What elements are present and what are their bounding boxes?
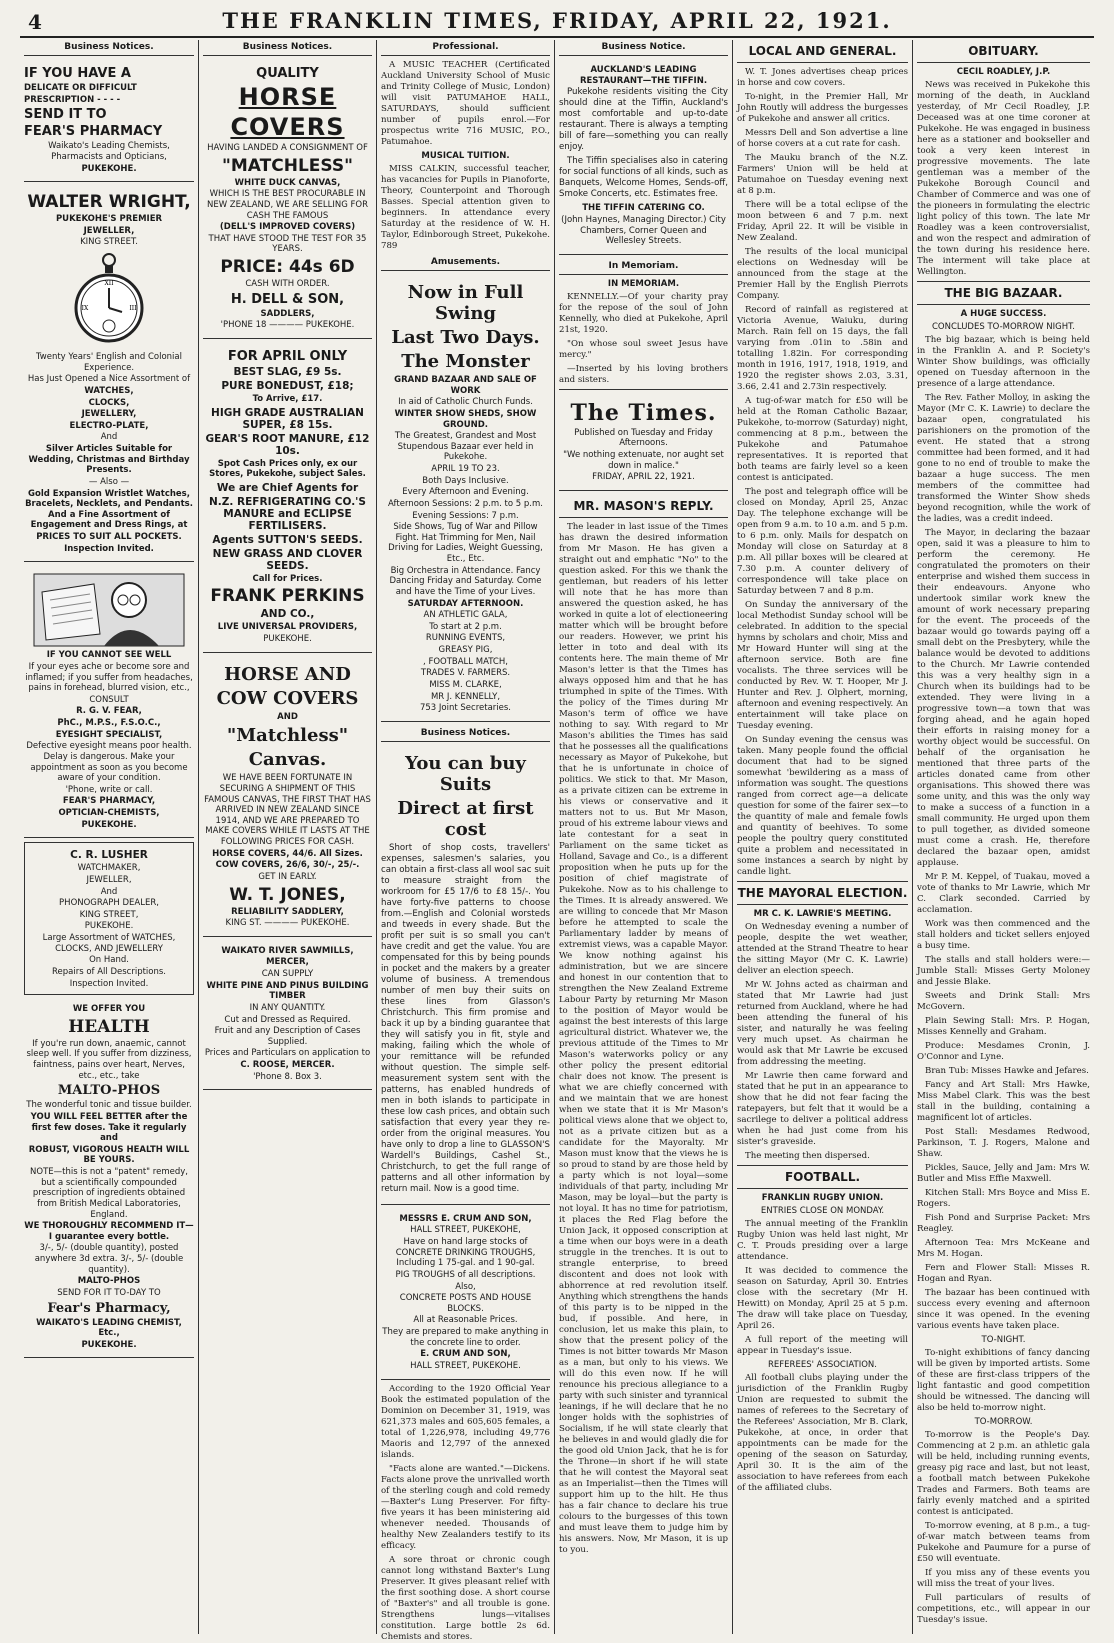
ad-line: JEWELLER, xyxy=(86,874,132,885)
ad-line: HAVING LANDED A CONSIGNMENT OF xyxy=(207,143,368,153)
ad-line: The wonderful tonic and tissue builder. xyxy=(26,1100,192,1111)
ad-line: GREASY PIG, xyxy=(438,645,493,655)
section-heading: MR C. K. LAWRIE'S MEETING. xyxy=(753,909,892,919)
section-heading: A HUGE SUCCESS. xyxy=(960,309,1047,319)
ad-line: To Arrive, £17. xyxy=(252,393,323,404)
section-heading: MUSICAL TUITION. xyxy=(421,151,510,161)
article-paragraph: The meeting then dispersed. xyxy=(745,1151,870,1161)
article-paragraph: To-morrow is the People's Day. Commencing at 2 p.m. an athletic gala will be held, including running events, greasy pig race and last, but not least, a football match between Pukekohe Trades and Farmers. Both teams are fairly evenly matched and a spirited contest is anticipated. xyxy=(917,1430,1090,1517)
ad-line: H. DELL & SON, xyxy=(230,291,345,307)
svg-text:III: III xyxy=(129,305,137,312)
ad-line: NOTE—this is not a "patent" remedy, but a scientifically compounded prescription of ingredients obtained from British Medical Laboratories, England. xyxy=(30,1167,188,1220)
article-paragraph: Kitchen Stall: Mrs Boyce and Miss E. Rogers. xyxy=(917,1188,1090,1209)
article-paragraph: The bazaar has been continued with success every evening and afternoon since it was opened. In the evening various events have taken place. xyxy=(917,1288,1090,1331)
ad-line: 'Phone 8. Box 3. xyxy=(253,1071,322,1082)
ad-line: PUKEKOHE. xyxy=(81,819,137,830)
ad-line: Agents SUTTON'S SEEDS. xyxy=(212,533,363,546)
ad-line: If your eyes ache or become sore and inflamed; if you suffer from headaches, pains in forehead, blurred vision, etc., xyxy=(25,661,193,694)
ad-line: C. R. LUSHER xyxy=(70,849,148,862)
article-paragraph: Mr Lawrie then came forward and stated that he put in an appearance to show that he did not fear facing the ratepayers, but felt that it would be a sacrilege to deliver a political address when he had just come from his sister's graveside. xyxy=(737,1071,908,1147)
article-paragraph: To-night exhibitions of fancy dancing will be given by imported artists. Some of these are first-class trippers of the light fantastic and good competition should be witnessed. The dancing will also be held to-morrow night. xyxy=(917,1348,1090,1413)
ad-line: PUKEKOHE. xyxy=(263,634,312,644)
ad-line: — Also — xyxy=(88,476,130,487)
ad-line: JEWELLER, xyxy=(83,225,135,236)
music-teacher-ad: A MUSIC TEACHER (Certificated Auckland University School of Music and Trinity College of Music, London) will visit PATUMAHOE HALL, SATURDAYS, should sufficient number of pupils enrol.—For prospectus write 716 MUSIC, P.O., Patumahoe. xyxy=(381,60,550,147)
article-paragraph: All football clubs playing under the jurisdiction of the Franklin Rugby Union are requested to submit the names of referees to the Secretary of the Referees' Association, Mr B. Clark, Pukekohe, at once, in order that appointments can be made for the opening of the season on Saturday, April 30. It is the aim of the association to have referees from each of the affiliated clubs. xyxy=(737,1373,908,1493)
ad-body: Short of shop costs, travellers' expenses, salesmen's salaries, you can obtain a first-class all wool sac suit to measure straight from the workroom for £5 17/6 to £8 15/-. You have forty-five patterns to choose from.—English and Colonial worsteds and tweeds in every shade. But the profit per suit is so small you can't have credit and get the value. You are compensated for this by being pounds in pocket and the makers by a greater volume of business. A tremendous number of men buy their suits on these lines from Glasson's Christchurch. This firm promise and back it up by a binding guarantee that they will satisfy you in fit, style and making, failing which the whole of your remittance will be refunded without question. The simple self-measurement system sent with the patterns, has enabled hundreds of men in both islands to participate in these low cash prices, and obtain such satisfaction that every year they re-order from the original measures. You have only to drop a line to GLASSON'S Wardell's Buildings, Cashel St., Christchurch, to get the full range of patterns and all other information by return mail. Now is a good time. xyxy=(381,842,550,1194)
article-paragraph: Produce: Mesdames Cronin, J. O'Connor and Lyne. xyxy=(917,1041,1090,1062)
musical-tuition-ad: MISS CALKIN, successful teacher, has vacancies for Pupils in Pianoforte, Theory, Counterpoint and Thorough Basses. Special attention given to beginners. In attendance every Saturday at the residence of W. H. Taylor, Edinborough Street, Pukekohe. 789 xyxy=(381,164,550,251)
ad-line: FRANK PERKINS xyxy=(210,586,365,607)
ad-line: Spot Cash Prices only, ex our Stores, Pukekohe, subject Sales. xyxy=(209,458,366,480)
ad-line: SEND FOR IT TO-DAY TO xyxy=(57,1287,161,1298)
ad-line: "Matchless" xyxy=(226,725,349,747)
pocket-watch-icon xyxy=(74,252,144,348)
crum-concrete-ad xyxy=(381,1209,550,1380)
ad-line: WAIKATO'S LEADING CHEMIST, Etc., xyxy=(36,1317,182,1339)
ad-line: HORSE xyxy=(238,83,337,111)
article-paragraph: The big bazaar, which is being held in the Franklin A. and P. Society's Winter Show buildings, was officially opened on Tuesday afternoon in the presence of a large attendance. xyxy=(917,335,1090,389)
ad-line: EYESIGHT SPECIALIST, xyxy=(55,729,163,740)
roose-sawmills-ad xyxy=(203,941,372,1091)
svg-text:IX: IX xyxy=(81,305,89,312)
ad-line: PRICE: 44s 6D xyxy=(220,257,355,277)
eyesight-specialist-ad xyxy=(24,566,194,838)
article-paragraph: Sweets and Drink Stall: Mrs McGovern. xyxy=(917,991,1090,1012)
ad-line: SADDLERS, xyxy=(260,308,315,319)
ad-line: Now in Full Swing xyxy=(407,282,524,324)
article-paragraph: Afternoon Tea: Mrs McKeane and Mrs M. Hogan. xyxy=(917,1238,1090,1259)
ad-line: AUCKLAND'S LEADING RESTAURANT—THE TIFFIN. xyxy=(579,65,708,86)
ad-line: NEW GRASS AND CLOVER SEEDS. xyxy=(212,547,363,572)
article-paragraph: Post Stall: Mesdames Redwood, Parkinson, T. J. Rogers, Malone and Shaw. xyxy=(917,1127,1090,1159)
ad-line: Side Shows, Tug of War and Pillow Fight. Hat Trimming for Men, Nail Driving for Ladies, Weight Guessing, Etc., Etc. xyxy=(388,522,543,564)
column-heading: Business Notices. xyxy=(381,726,550,742)
ad-line: Big Orchestra in Attendance. Fancy Dancing Friday and Saturday. Come and have the Time of your Lives. xyxy=(389,565,542,597)
ad-line: OPTICIAN-CHEMISTS, xyxy=(58,808,160,818)
ad-body: The Tiffin specialises also in catering for social functions of all kinds, such as Banquets, Welcome Homes, Sends-off, Smoke Concerts, etc. Estimates free. xyxy=(559,156,728,200)
ad-line: PIG TROUGHS of all descriptions. xyxy=(395,1269,536,1280)
ad-line: COVERS xyxy=(230,113,345,141)
ad-line: WATCHES, xyxy=(84,385,134,396)
article-headline: MR. MASON'S REPLY. xyxy=(559,495,728,518)
ad-line: GEAR'S ROOT MANURE, £12 10s. xyxy=(205,432,370,457)
article-paragraph: Pickles, Sauce, Jelly and Jam: Mrs W. Butler and Miss Effie Maxwell. xyxy=(917,1163,1090,1184)
tiffin-restaurant-ad xyxy=(559,60,728,255)
w-t-jones-ad xyxy=(203,657,372,937)
article-paragraph: On Wednesday evening a number of people, despite the wet weather, attended at the Strand Theatre to hear the sitting Mayor (Mr C. K. Lawrie) deliver an election speech. xyxy=(737,922,908,976)
article-headline: THE MAYORAL ELECTION. xyxy=(737,881,908,905)
ad-line: YOU WILL FEEL BETTER after the first few doses. Take it regularly and xyxy=(30,1111,188,1144)
ad-line: Gold Expansion Wristlet Watches, Bracelets, Necklets, and Pendants. And a Fine Assortment of Engagement and Dress Rings, at xyxy=(25,488,193,531)
malto-phos-ad xyxy=(24,999,194,1358)
section-heading: IN MEMORIAM. xyxy=(607,278,680,289)
section-heading: ENTRIES CLOSE ON MONDAY. xyxy=(760,1206,885,1216)
article-paragraph: There will be a total eclipse of the moon between 6 and 7 p.m. next Friday, April 22. It will be visible in New Zealand. xyxy=(737,200,908,243)
column-2 xyxy=(198,40,376,1634)
ad-line: Published on Tuesday and Friday Afternoons. xyxy=(574,427,713,449)
ad-line: On Hand. xyxy=(89,955,129,966)
ad-line: PURE BONEDUST, £18; xyxy=(221,379,354,392)
ad-line: CASH WITH ORDER. xyxy=(245,279,330,289)
ad-line: KING ST. ———— PUKEKOHE. xyxy=(225,918,350,929)
ad-line: KING STREET. xyxy=(80,237,138,248)
article-paragraph: On Sunday evening the census was taken. Many people found the official document that had to be signed somewhat 'bewildering as a mass of information was sought. The questions ranged from correct age—a delicate question for some of the fairer sex—to the quantity of male and female fowls and quantity of beehives. To some people the poultry query constituted quite a problem and necessitated in some instances a search by night by candle light. xyxy=(737,735,908,877)
ad-line: (John Haynes, Managing Director.) City Chambers, Corner Queen and Wellesley Streets. xyxy=(561,214,726,247)
walter-wright-ad xyxy=(24,186,194,562)
article-paragraph: The stalls and stall holders were:—Jumble Stall: Misses Gerty Moloney and Jessie Blake. xyxy=(917,955,1090,987)
ad-line: WAIKATO RIVER SAWMILLS, xyxy=(221,945,354,956)
section-heading: TO-MORROW. xyxy=(974,1417,1033,1427)
article-paragraph: Record of rainfall as registered at Victoria Avenue, Waiuku, during March. Rain fell on 15 days, the fall varying from .01in to .58in and totalling 1.82in. For corresponding month in 1916, 1917, 1918, 1919, and 1920 the register shows 2.03, 3.31, 3.66, 2.41 and 2.73in respectively. xyxy=(737,305,908,392)
ad-line: CAN SUPPLY xyxy=(261,969,314,979)
ad-line: TRADES V. FARMERS. xyxy=(420,668,511,679)
ad-line: COW COVERS, 26/6, 30/-, 25/-. xyxy=(215,860,360,871)
ad-line: WE OFFER YOU xyxy=(72,1004,146,1015)
year-book-paragraph: According to the 1920 Official Year Book the estimated population of the Dominion on December 31, 1919, was 621,373 males and 605,605 females, a total of 1,226,978, including 49,776 Maoris and 12,797 of the annexed islands. xyxy=(381,1383,550,1460)
ad-line: W. T. JONES, xyxy=(229,884,346,905)
frank-perkins-ad xyxy=(203,343,372,653)
memoriam-notice: KENNELLY.—Of your charity pray for the repose of the soul of John Kennelly, who died at Pukekohe, April 21st, 1920. xyxy=(559,291,728,335)
ad-line: E. CRUM AND SON, xyxy=(420,1349,511,1360)
article-paragraph: The leader in last issue of the Times has drawn the desired information from Mr Mason. He has given a straight out and emphatic "No" to the question asked. For this we thank the gentleman, but readers of his letter will note that he has more than answered the question asked, he has worked in quite a lot of electioneering matter which will be brought before our readers. However, we print his letter in toto and deal with its contents here. The main theme of Mr Mason's letter is that the Times has always opposed him and that he has triumphed in spite of the Times. With the policy of the Times during Mr Mason's term of office we have nothing to say. With regard to Mr Mason's abilities the Times has said that he possesses all the qualifications necessary as Mayor of Pukekohe, but that he is unfortunate in choice of politics. We stick to that. Mr Mason, as a private citizen can be extreme in his views or conservative and it matters not to us. But Mr Mason, proud of his extreme labour views and late contestant for a seat in Parliament on the same ticket as Holland, Savage and Co., is a different proposition when he puts up for the position of chief magistrate of Pukekohe. Now as to his challenge to the Times. It is already answered. We are willing to concede that Mr Mason before he attempted to scale the Parliamentary ladder by means of extremist views, was a capable Mayor. We know nothing against his administration, but we are sincere and honest in our contention that to strengthen the New Zealand Extreme Labour Party by returning Mr Mason to the position of Mayor would be against the best interests of this large agricultural district. Whatever we, the previous attitude of the Times to Mr Mason's waterworks policy or any other policy the present editorial chair does not know. The present is what we are chiefly concerned with and we maintain that we are honest when we state that it is Mr Mason's political views alone that we object to, not as a private citizen but as a candidate for the Mayoralty. Mr Mason must know that the views he is so proud to stand by are those held by a party which is not loyal—some individuals of that party, including Mr Mason, may be loyal—but the party is not loyal. It has no time for patriotism, it places the Red Flag before the Union Jack, it opposed conscription at a time when our boys were in a death struggle in the trenches. It is out to strangle enterprise, to breed discontent and does not look with abhorrence at red revolution itself. Anything which strengthens the hands of this party is to be nipped in the bud, if possible. And here, in conclusion, let us make this plain, to show that the present policy of the Times is not bitter towards Mr Mason as a man, but only to his views. We will do this even now. If he will renounce his precious allegiance to a party with such sinister and tyrannical leanings, if he will declare that he no longer holds with the sophistries of Socialism, if he will state clearly that he believes in and would gladly die for the good old Union Jack, that he is for the Throne—in short if he will state that he will contest the Mayoral seat as an Imperialist—then the Times will support him up to the hilt. He thus has a fair chance to declare his true colours to the burgesses of this town and must leave them to judge him by his answers. Now, Mr Mason, it is up to you. xyxy=(559,521,728,1555)
masthead xyxy=(20,6,1094,38)
ad-line: WHITE DUCK CANVAS, xyxy=(234,177,341,188)
section-heading: CECIL ROADLEY, J.P. xyxy=(956,67,1051,77)
article-paragraph: The Mauku branch of the N.Z. Farmers' Union will be held at Patumahoe on Tuesday evening next at 8 p.m. xyxy=(737,153,908,196)
ad-line: AND xyxy=(277,711,298,722)
column-heading: Professional. xyxy=(381,40,550,56)
ad-line: LIVE UNIVERSAL PROVIDERS, xyxy=(217,622,358,633)
ad-line: BEST SLAG, £9 5s. xyxy=(233,365,342,378)
ad-line: And xyxy=(100,886,118,897)
ad-line: Has Just Opened a Nice Assortment of xyxy=(27,374,191,385)
ad-line: SATURDAY AFTERNOON. xyxy=(407,598,524,609)
article-paragraph: A full report of the meeting will appear in Tuesday's issue. xyxy=(737,1335,908,1356)
ad-line: FEAR'S PHARMACY, xyxy=(62,796,156,807)
ad-line: IF YOU CANNOT SEE WELL xyxy=(46,650,172,661)
ad-line: And xyxy=(100,432,118,443)
ad-line: AND CO., xyxy=(260,608,315,621)
article-paragraph: Plain Sewing Stall: Mrs. P. Hogan, Misses Kennelly and Graham. xyxy=(917,1016,1090,1037)
ad-line: HORSE AND xyxy=(224,663,351,685)
ad-line: WALTER WRIGHT, xyxy=(27,192,191,213)
grand-bazaar-ad xyxy=(381,275,550,722)
column-4 xyxy=(554,40,732,1634)
ad-line: FEAR'S PHARMACY xyxy=(24,124,163,140)
article-paragraph: News was received in Pukekohe this morning of the death, in Auckland yesterday, of Mr Cecil Roadley, J.P. Deceased was at one time coroner at Pukekohe. He was engaged in business here as a stationer and bookseller and took a very keen interest in progressive movements. The late gentleman was a member of the Pukekohe Borough Council and Chamber of Commerce and was one of the pioneers in formulating the electric light policy of this town. The late Mr Roadley was a keen controversialist, and won the respect and admiration of the town during his residence here. The interment will take place at Wellington. xyxy=(917,80,1090,277)
ad-line: 'PHONE 18 ———— PUKEKOHE. xyxy=(220,320,355,331)
ad-line: Fear's Pharmacy, xyxy=(47,1300,171,1316)
article-paragraph: To-morrow evening, at 8 p.m., a tug-of-war match between teams from Pukekohe and Paumure for a purse of £50 will eventuate. xyxy=(917,1521,1090,1564)
article-paragraph: The Rev. Father Molloy, in asking the Mayor (Mr C. K. Lawrie) to declare the bazaar open, congratulated his parishioners on the promotion of the event. He stated that a strong committee had been formed, and it had gone to no end of trouble to make the bazaar a huge success. The men members of the committee had transformed the Winter Show sheds beyond recognition, while the work of the ladies, was a credit indeed. xyxy=(917,393,1090,524)
article-paragraph: If you miss any of these events you will miss the treat of your lives. xyxy=(917,1568,1090,1589)
section-heading: FRANKLIN RUGBY UNION. xyxy=(761,1193,884,1203)
ad-line: APRIL 19 TO 23. xyxy=(431,464,500,474)
article-paragraph: Fancy and Art Stall: Mrs Hawke, Miss Mabel Clark. This was the best stall in the building, containing a magnificent lot of articles. xyxy=(917,1080,1090,1123)
article-paragraph: Mr P. M. Keppel, of Tuakau, moved a vote of thanks to Mr Lawrie, which Mr C. Clark seconded. Carried by acclamation. xyxy=(917,872,1090,915)
ad-line: COW COVERS xyxy=(216,687,359,709)
column-3 xyxy=(376,40,554,1642)
ad-line: PUKEKOHE. xyxy=(81,163,137,174)
ad-line: MALTO-PHOS xyxy=(77,1276,141,1287)
ad-line: DELICATE OR DIFFICULT xyxy=(24,83,137,93)
baxter-paragraph: "Facts alone are wanted."—Dickens. Facts alone prove the unrivalled worth of the sterling cough and cold remedy—Baxter's Lung Preserver. For fifty-five years it has been ministering aid whenever needed. Thousands of healthy New Zealanders testify to its efficacy. xyxy=(381,1463,550,1551)
dell-horse-covers-ad xyxy=(203,60,372,339)
ad-line: CLOCKS, xyxy=(88,397,130,408)
ad-line: Fruit and any Description of Cases Supplied. xyxy=(214,1026,361,1047)
ad-line: Silver Articles Suitable for Wedding, Christmas and Birthday Presents. xyxy=(28,444,190,476)
ad-line: If you're run down, anaemic, cannot sleep well. If you suffer from dizziness, faintness, pains over heart, Nerves, etc., etc., take xyxy=(26,1038,192,1081)
article-paragraph: On Sunday the anniversary of the local Methodist Sunday school will be celebrated. In addition to the special hymns by scholars and choir, Miss and Mr Howard Hunter will sing at the afternoon service. Both are fine vocalists. The three services will be conducted by Rev. W. T. Hooper, Mr J. Hunter and Rev. J. Olphert, morning, afternoon and evening respectively. An entertainment will take place on Tuesday evening. xyxy=(737,600,908,731)
ad-line: PUKEKOHE'S PREMIER xyxy=(55,214,163,225)
ad-line: WE THOROUGHLY RECOMMEND IT—I guarantee every bottle. xyxy=(24,1221,194,1242)
ad-line: 753 Joint Secretaries. xyxy=(419,703,511,714)
ad-line: FOR APRIL ONLY xyxy=(227,348,348,364)
article-headline: THE BIG BAZAAR. xyxy=(917,281,1090,305)
ad-line: Repairs of All Descriptions. xyxy=(51,966,167,977)
ad-line: R. G. V. FEAR, xyxy=(76,706,142,717)
ad-line: 'Phone, write or call. xyxy=(65,784,153,795)
column-heading: OBITUARY. xyxy=(917,40,1090,63)
ad-line: MR J. KENNELLY, xyxy=(430,691,501,702)
ad-line: C. ROOSE, MERCER. xyxy=(240,1060,335,1070)
baxter-paragraph: A sore throat or chronic cough cannot long withstand Baxter's Lung Preserver. It gives pleasant relief with the first soothing dose. A short course of "Baxter's" and all trouble is gone. Strengthens lungs—vitalises constitution. Large bottle 2s 6d. Chemists and stores. xyxy=(381,1554,550,1642)
ad-line: The Greatest, Grandest and Most Stupendous Bazaar ever held in Pukekohe. xyxy=(394,431,537,463)
ad-line: (DELL'S IMPROVED COVERS) xyxy=(219,222,356,233)
nameplate xyxy=(559,389,728,491)
ad-line: PhC., M.P.S., F.S.O.C., xyxy=(57,718,161,728)
issue-date: FRIDAY, APRIL 22, 1921. xyxy=(592,472,695,483)
glasson-suits-ad xyxy=(381,746,550,1205)
ad-line: PRESCRIPTION - - - - xyxy=(24,94,121,105)
article-paragraph: Full particulars of results of competitions, etc., will appear in our Tuesday's issue. xyxy=(917,1593,1090,1625)
nameplate-title: The Times. xyxy=(570,399,717,426)
ad-line: MALTO-PHOS xyxy=(57,1083,161,1099)
ad-line: Inspection Invited. xyxy=(69,978,149,989)
ad-line: MERCER, xyxy=(266,957,309,968)
ad-line: "MATCHLESS" xyxy=(222,155,353,176)
ad-line: PUKEKOHE. xyxy=(81,1339,137,1350)
article-paragraph: It was decided to commence the season on Saturday, April 30. Entries close with the secretary (Mr H. Hewitt) on Monday, April 25 at 5 p.m. The draw will take place on Tuesday, April 26. xyxy=(737,1266,908,1331)
ad-line: You can buy Suits xyxy=(405,752,526,795)
ad-line: Direct at first cost xyxy=(397,797,534,840)
column-heading: Amusements. xyxy=(381,255,550,271)
ad-line: GET IN EARLY. xyxy=(258,871,317,882)
article-paragraph: The Mayor, in declaring the bazaar open, said it was a pleasure to him to perform the ceremony. He congratulated the promoters on their enterprise and wished them success in their endeavours. Anyone who undertook similar work knew the amount of work necessary preparing for the event. The proceeds of the bazaar would go towards paying off a small debt on the Presbytery, while the balance would be devoted to additions to the Church. Mr Lawrie contended this was a very healthy sign in a Church when its buildings had to be extended. They were living in a progressive town—a town that was forging ahead, and he again hoped their efforts in raising money for a worthy object would be successful. On behalf of the organisation he mentioned that three parts of the articles donated came from other organisations. This showed there was some unity, and this was the only way to make a success of a function in a small community. He urged upon them to pull together, as divided someone must come a crash. He, therefore declared the bazaar open, amidst applause. xyxy=(917,528,1090,868)
ad-line: All at Reasonable Prices. xyxy=(413,1315,518,1326)
svg-text:XII: XII xyxy=(104,280,114,287)
ad-line: IN ANY QUANTITY. xyxy=(249,1002,326,1013)
lusher-jeweller-ad xyxy=(24,842,194,995)
ad-line: Have on hand large stocks of CONCRETE DRINKING TROUGHS, Including 1 75-gal. and 1 90-gal. xyxy=(395,1237,536,1269)
ad-line: SEND IT TO xyxy=(24,107,107,123)
man-reading-newspaper-icon xyxy=(34,574,184,646)
ad-line: HALL STREET, PUKEKOHE, xyxy=(410,1225,521,1236)
ad-line: Prices and Particulars on application to xyxy=(204,1048,371,1059)
ad-line: HORSE COVERS, 44/6. All Sizes. xyxy=(212,848,363,859)
ad-line: PHONOGRAPH DEALER, xyxy=(59,898,159,909)
ad-line: PUKEKOHE. xyxy=(84,921,134,932)
column-heading: Business Notices. xyxy=(24,40,194,56)
ad-line: HEALTH xyxy=(68,1016,150,1037)
column-1 xyxy=(20,40,198,1634)
ad-line: 3/-, 5/- (double quantity), posted anywhere 3d extra. 3/-, 5/- (double quantity). xyxy=(34,1243,184,1275)
ad-line: Inspection Invited. xyxy=(64,543,154,554)
ad-line: WHITE PINE AND PINUS BUILDING TIMBER xyxy=(206,980,369,1002)
article-paragraph: A tug-of-war match for £50 will be held at the Roman Catholic Bazaar, Pukekohe, to-morrow (Saturday) night, commencing at 8 p.m., between the Pukekohe and Patumahoe representatives. It is reported that both teams are fairly level so a keen contest is anticipated. xyxy=(737,396,908,483)
ad-line: HIGH GRADE AUSTRALIAN SUPER, £8 15s. xyxy=(211,406,364,431)
ad-line: CONCRETE POSTS AND HOUSE BLOCKS. xyxy=(399,1293,532,1314)
ad-line: WHICH IS THE BEST PROCURABLE IN NEW ZEALAND, WE ARE SELLING FOR CASH THE FAMOUS xyxy=(206,189,369,221)
ad-line: RELIABILITY SADDLERY, xyxy=(231,906,344,917)
ad-line: Large Assortment of WATCHES, CLOCKS, AND JEWELLERY xyxy=(42,933,176,954)
ad-line: THE TIFFIN CATERING CO. xyxy=(582,203,705,214)
article-paragraph: To-night, in the Premier Hall, Mr John Routly will address the burgesses of Pukekohe and answer all critics. xyxy=(737,92,908,124)
ad-line: PRICES TO SUIT ALL POCKETS. xyxy=(36,532,182,542)
ad-line: WINTER SHOW SHEDS, SHOW GROUND. xyxy=(394,408,537,430)
article-paragraph: Messrs Dell and Son advertise a line of horse covers at a cut rate for cash. xyxy=(737,128,908,149)
ad-line: To start at 2 p.m. xyxy=(429,621,502,632)
ad-line: Canvas. xyxy=(248,749,327,771)
ad-line: N.Z. REFRIGERATING CO.'S MANURE and ECLIPSE FERTILISERS. xyxy=(209,495,366,532)
ad-line: They are prepared to make anything in the concrete line to order. xyxy=(382,1327,549,1348)
ad-line: AN ATHLETIC GALA, xyxy=(423,610,508,621)
ad-line: CONSULT xyxy=(89,694,129,705)
ad-line: ROBUST, VIGOROUS HEALTH WILL BE YOURS. xyxy=(28,1144,190,1166)
bazaar-article xyxy=(917,335,1090,1626)
memoriam-notice: "On whose soul sweet Jesus have mercy." xyxy=(559,338,728,360)
ad-line: Call for Prices. xyxy=(252,573,323,584)
ad-line: Cut and Dressed as Required. xyxy=(224,1014,351,1025)
article-paragraph: Work was then commenced and the stall holders and ticket sellers enjoyed a busy time. xyxy=(917,919,1090,951)
ad-body: Pukekohe residents visiting the City should dine at the Tiffin, Auckland's most comfortable and up-to-date restaurant. There is always a tempting bill of fare—something you can really enjoy. xyxy=(559,87,728,153)
ad-line: Every Afternoon and Evening. xyxy=(402,487,529,498)
article-paragraph: Mr W. Johns acted as chairman and stated that Mr Lawrie had just returned from Auckland, where he had been attending the funeral of his sister, and naturally he was feeling very much upset. As chairman he would ask that Mr Lawrie be excused from addressing the meeting. xyxy=(737,980,908,1067)
article-headline: FOOTBALL. xyxy=(737,1165,908,1189)
ad-line: THAT HAVE STOOD THE TEST FOR 35 YEARS. xyxy=(208,233,367,255)
ad-line: Defective eyesight means poor health. Delay is dangerous. Make your appointment as soon as you become aware of your condition. xyxy=(26,741,192,784)
ad-line: RUNNING EVENTS, xyxy=(425,633,506,644)
ad-line: WE HAVE BEEN FORTUNATE IN SECURING A SHIPMENT OF THIS FAMOUS CANVAS, THE FIRST THAT HAS ARRIVED IN NEW ZEALAND SINCE 1914, AND WE ARE PREPARED TO MAKE COVERS WHILE IT LASTS AT THE FOLLOWING PRICES FOR CASH. xyxy=(204,773,371,847)
column-5 xyxy=(732,40,912,1634)
column-heading: LOCAL AND GENERAL. xyxy=(737,40,908,63)
ad-line: , FOOTBALL MATCH, xyxy=(423,656,508,667)
ad-line: MESSRS E. CRUM AND SON, xyxy=(399,1213,532,1224)
ad-line: IF YOU HAVE A xyxy=(24,66,131,81)
ad-line: In aid of Catholic Church Funds. xyxy=(398,397,533,408)
article-paragraph: The annual meeting of the Franklin Rugby Union was held last night, Mr C. T. Prouds presiding over a large attendance. xyxy=(737,1219,908,1262)
ad-line: Twenty Years' English and Colonial Experience. xyxy=(36,352,182,373)
ad-line: Both Days Inclusive. xyxy=(422,475,509,486)
ad-line: HALL STREET, PUKEKOHE. xyxy=(410,1360,521,1371)
ad-line: JEWELLERY, xyxy=(81,409,137,420)
column-heading: Business Notices. xyxy=(203,40,372,56)
fear-pharmacy-ad xyxy=(24,60,194,182)
article-paragraph: Fish Pond and Surprise Packet: Mrs Reagley. xyxy=(917,1213,1090,1234)
article-paragraph: W. T. Jones advertises cheap prices in horse and cow covers. xyxy=(737,67,908,88)
ad-line: KING STREET, xyxy=(79,909,139,920)
ad-line: ELECTRO-PLATE, xyxy=(69,420,149,431)
article-paragraph: The post and telegraph office will be closed on Monday, April 25, Anzac Day. The telephone exchange will be open from 9 a.m. to 10 a.m. and 5 p.m. to 6 p.m. only. Mails for despatch on Monday will close on Saturday at 8 p.m. All pillar boxes will be cleared at 7.30 p.m. A counter delivery of correspondence will take place on Saturday between 7 and 8 p.m. xyxy=(737,487,908,596)
ad-line: Also, xyxy=(455,1281,476,1292)
ad-line: QUALITY xyxy=(256,66,319,81)
column-heading: In Memoriam. xyxy=(559,259,728,275)
ad-line: The Monster xyxy=(401,351,530,372)
article-paragraph: The results of the local municipal elections on Wednesday will be announced from the stage at the Premier Hall by the English Pierrots Company. xyxy=(737,247,908,301)
ad-line: Evening Sessions: 7 p.m. xyxy=(412,510,519,521)
section-heading: TO-NIGHT. xyxy=(981,1335,1026,1345)
article-paragraph: Bran Tub: Misses Hawke and Jefares. xyxy=(925,1066,1089,1076)
ad-line: Waikato's Leading Chemists, Pharmacists and Opticians, xyxy=(48,141,170,162)
ad-line: Last Two Days. xyxy=(391,327,540,348)
column-heading: Business Notice. xyxy=(559,40,728,56)
newspaper-title: THE FRANKLIN TIMES, FRIDAY, APRIL 22, 1921. xyxy=(222,8,892,33)
ad-line: Afternoon Sessions: 2 p.m. to 5 p.m. xyxy=(388,498,543,509)
memoriam-notice: —Inserted by his loving brothers and sisters. xyxy=(559,363,728,385)
column-6 xyxy=(912,40,1094,1634)
ad-line: We are Chief Agents for xyxy=(216,481,359,494)
ad-line: GRAND BAZAAR AND SALE OF WORK xyxy=(394,375,537,396)
section-heading: CONCLUDES TO-MORROW NIGHT. xyxy=(931,322,1075,332)
ad-line: "We nothing extenuate, nor aught set down in malice." xyxy=(563,450,724,471)
article-paragraph: Fern and Flower Stall: Misses R. Hogan and Ryan. xyxy=(917,1263,1090,1284)
section-heading: REFEREES' ASSOCIATION. xyxy=(768,1360,877,1370)
ad-line: MISS M. CLARKE, xyxy=(429,679,502,690)
page-number: 4 xyxy=(28,10,42,34)
ad-line: WATCHMAKER, xyxy=(77,863,141,874)
